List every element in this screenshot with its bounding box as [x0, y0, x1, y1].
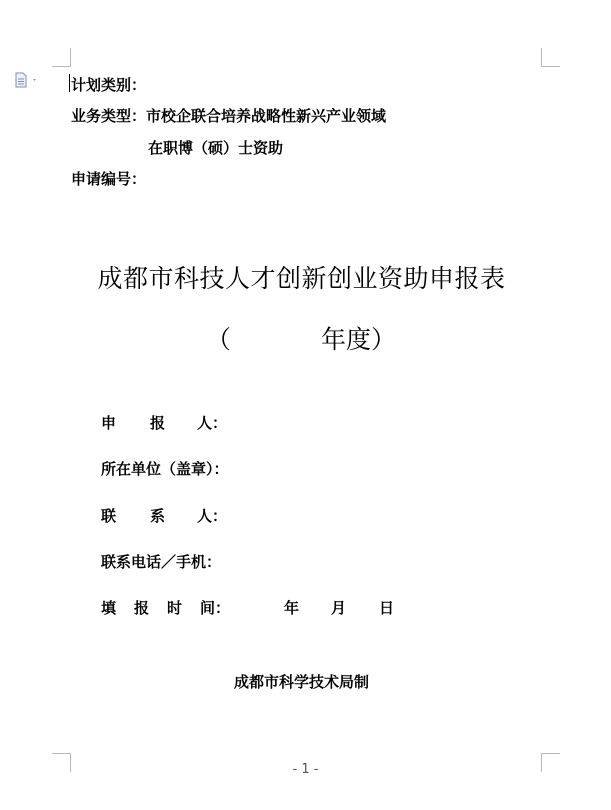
document-icon	[14, 72, 40, 88]
applicant-label-char-3: 人：	[197, 414, 228, 432]
fill-time-char-2: 报	[134, 599, 150, 617]
document-title: 成都市科技人才创新创业资助申报表	[97, 264, 506, 293]
chevron-down-icon	[33, 79, 36, 81]
plan-category-label: 计划类别：	[71, 76, 147, 94]
year-label: 年度）	[321, 325, 397, 354]
business-type-value-line2: 在职博（硕）士资助	[148, 139, 284, 157]
fill-time-char-3: 时	[167, 599, 183, 617]
year-open-paren: （	[206, 325, 232, 354]
application-number-line[interactable]	[71, 169, 146, 189]
contact-label-char-1: 联	[101, 507, 117, 525]
page-number: - 1 -	[292, 762, 319, 777]
application-number-label: 申请编号：	[71, 170, 147, 188]
issuer-text: 成都市科学技术局制	[233, 673, 369, 691]
date-month-label: 月	[331, 599, 347, 617]
phone-row[interactable]	[101, 552, 221, 572]
applicant-label-char-2: 报	[150, 414, 166, 432]
unit-row[interactable]	[101, 459, 229, 479]
text-cursor	[69, 74, 70, 92]
margin-mark-top-right	[541, 48, 560, 67]
applicant-label-char-1: 申	[101, 414, 117, 432]
contact-label-char-2: 系	[150, 507, 166, 525]
margin-mark-top-left	[52, 48, 71, 67]
contact-row[interactable]	[101, 506, 227, 526]
fill-time-char-1: 填	[101, 599, 117, 617]
plan-category-line[interactable]	[71, 75, 146, 95]
business-type-label: 业务类型：	[71, 107, 147, 125]
applicant-row[interactable]	[101, 413, 227, 433]
paragraph-options-button[interactable]	[14, 72, 40, 88]
contact-label-char-3: 人：	[197, 507, 228, 525]
date-year-label: 年	[284, 599, 300, 617]
phone-label: 联系电话／手机：	[101, 553, 222, 571]
business-type-value: 市校企联合培养战略性新兴产业领域	[146, 107, 387, 125]
fill-time-row[interactable]	[101, 598, 230, 618]
date-day-label: 日	[379, 599, 395, 617]
fill-time-char-4: 间：	[200, 599, 231, 617]
business-type-line[interactable]	[71, 106, 386, 126]
unit-label: 所在单位（盖章）：	[101, 460, 229, 478]
business-type-value-continued[interactable]	[148, 138, 283, 158]
